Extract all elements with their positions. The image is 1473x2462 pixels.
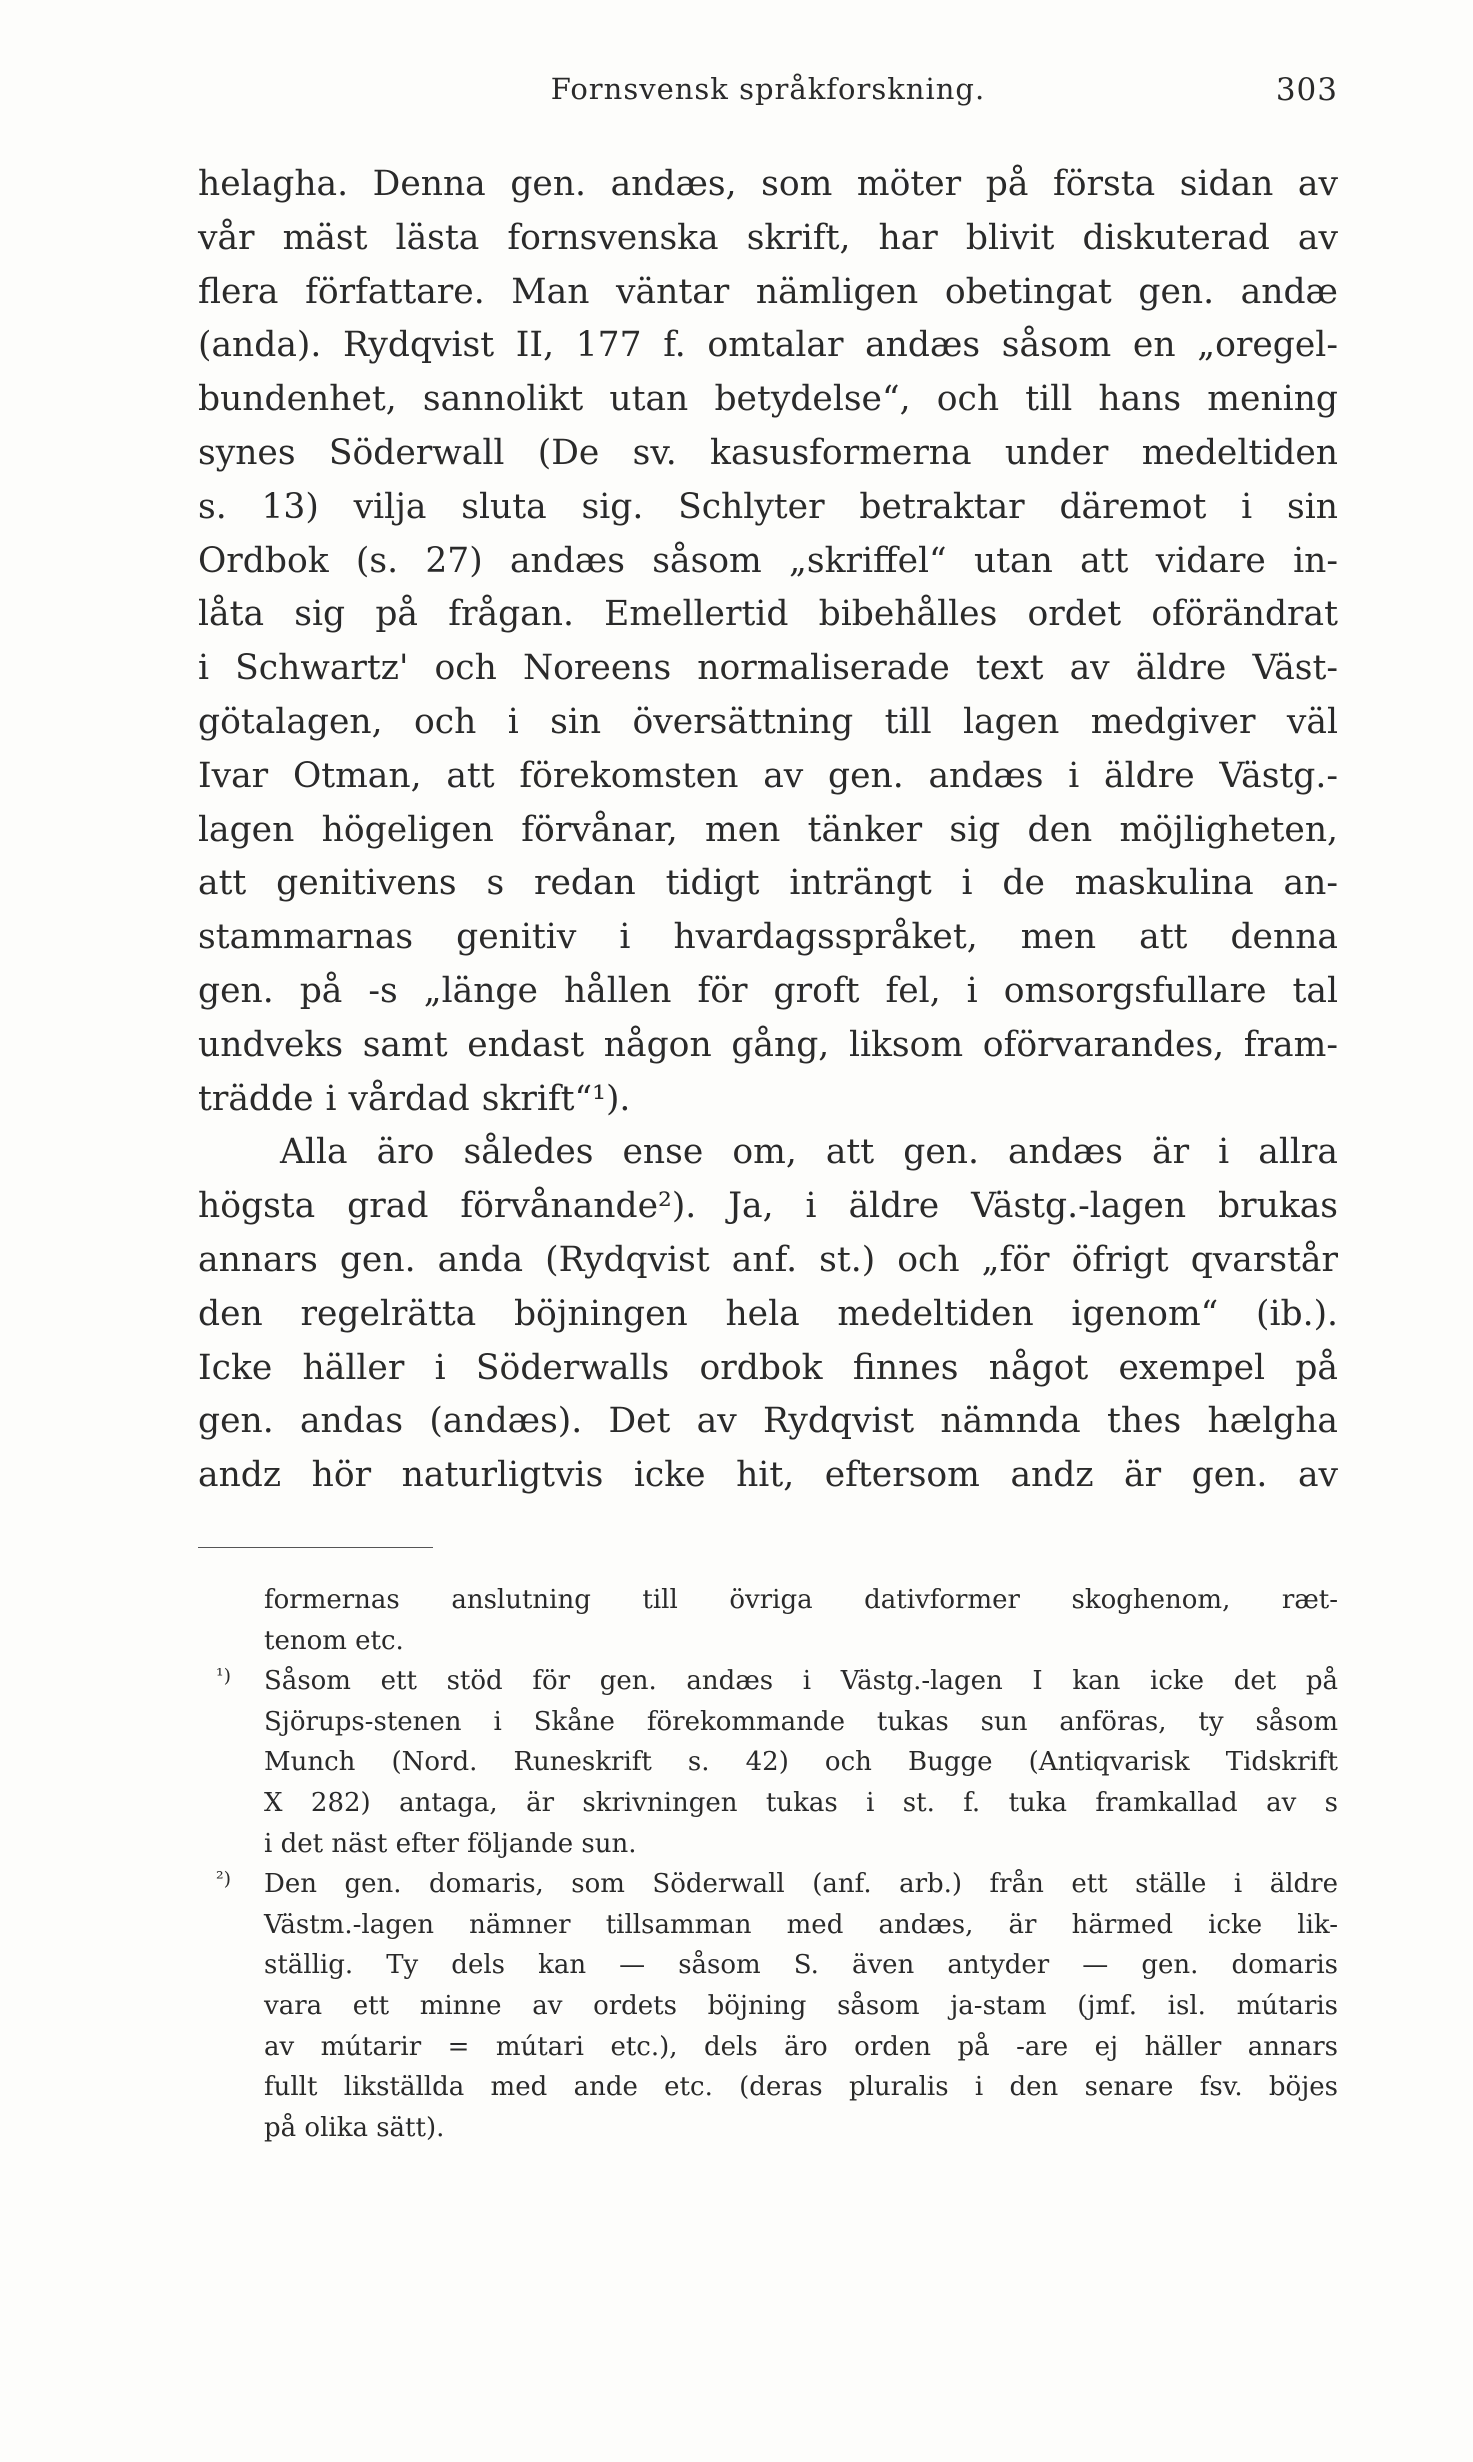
- text-line: trädde i vårdad skrift“¹).: [198, 1078, 631, 1119]
- text-line: synes Söderwall (De sv. kasusformerna under medeltiden: [198, 432, 1338, 473]
- footnote-line: [198, 1661, 1338, 1702]
- text-line: den regelrätta böjningen hela medeltiden igenom“ (ib.).: [198, 1293, 1338, 1334]
- footnote-line: Västm.-lagen nämner tillsamman med andæs, är härmed icke lik-: [264, 1909, 1338, 1940]
- text-line: andz hör naturligtvis icke hit, eftersom andz är gen. av: [198, 1455, 1338, 1496]
- text-line: låta sig på frågan. Emellertid bibehålles ordet oförändrat: [198, 594, 1338, 635]
- footnote-text: Såsom ett stöd för gen. andæs i Västg.-lagen I kan icke det på: [264, 1666, 1338, 1697]
- footnotes: [198, 1580, 1338, 2148]
- text-line: flera författare. Man väntar nämligen obetingat gen. andæ: [198, 271, 1338, 312]
- footnote-line: ställig. Ty dels kan — såsom S. även antyder — gen. domaris: [264, 1950, 1338, 1981]
- footnote-line: formernas anslutning till övriga dativformer skoghenom, ræt-: [264, 1585, 1338, 1615]
- text-line: att genitivens s redan tidigt inträngt i de maskulina an-: [198, 863, 1338, 904]
- footnote-text: Den gen. domaris, som Söderwall (anf. arb.) från ett ställe i äldre: [264, 1869, 1338, 1900]
- main-text: [198, 158, 1338, 1503]
- text-line: vår mäst lästa fornsvenska skrift, har blivit diskuterad av: [198, 217, 1338, 258]
- footnote-line: fullt likställda med ande etc. (deras pluralis i den senare fsv. böjes: [264, 2072, 1338, 2103]
- text-line: helagha. Denna gen. andæs, som möter på första sidan av: [198, 164, 1338, 204]
- footnote-line: [198, 1864, 1338, 1905]
- footnote-line: X 282) antaga, är skrivningen tukas i st. f. tuka framkallad av s: [264, 1787, 1338, 1818]
- text-line: i Schwartz' och Noreens normaliserade text av äldre Väst-: [198, 648, 1338, 689]
- footnote-marker: ²): [216, 1868, 232, 1891]
- footnote-line: på olika sätt).: [264, 2112, 445, 2143]
- text-line: (anda). Rydqvist II, 177 f. omtalar andæs såsom en „oregel-: [198, 325, 1338, 366]
- text-line: götalagen, och i sin översättning till lagen medgiver väl: [198, 701, 1338, 742]
- text-line: Ordbok (s. 27) andæs såsom „skriffel“ utan att vidare in-: [198, 540, 1338, 581]
- text-line: gen. på -s „länge hållen för groft fel, i omsorgsfullare tal: [198, 970, 1338, 1011]
- text-line: Ivar Otman, att förekomsten av gen. andæs i äldre Västg.-: [198, 755, 1338, 796]
- footnote-divider: [198, 1547, 433, 1548]
- text-line: bundenhet, sannolikt utan betydelse“, och till hans mening: [198, 379, 1338, 420]
- footnote-line: vara ett minne av ordets böjning såsom ja-stam (jmf. isl. mútaris: [264, 1990, 1338, 2021]
- text-line: högsta grad förvånande²). Ja, i äldre Västg.-lagen brukas: [198, 1186, 1338, 1227]
- text-line: Icke häller i Söderwalls ordbok finnes något exempel på: [198, 1347, 1338, 1388]
- text-line: s. 13) vilja sluta sig. Schlyter betraktar däremot i sin: [198, 486, 1338, 527]
- text-line: gen. andas (andæs). Det av Rydqvist nämnda thes hælgha: [198, 1401, 1338, 1442]
- text-line: Alla äro således ense om, att gen. andæs är i allra: [280, 1132, 1338, 1173]
- footnote-line: av mútarir = mútari etc.), dels äro orden på -are ej häller annars: [264, 2031, 1338, 2062]
- text-line: lagen högeligen förvånar, men tänker sig den möjligheten,: [198, 809, 1338, 850]
- footnote-line: Sjörups-stenen i Skåne förekommande tukas sun anföras, ty såsom: [264, 1706, 1338, 1737]
- footnote-marker: ¹): [216, 1665, 232, 1688]
- text-line: undveks samt endast någon gång, liksom oförvarandes, fram-: [198, 1024, 1338, 1065]
- footnote-line: i det näst efter följande sun.: [264, 1828, 637, 1859]
- text-line: stammarnas genitiv i hvardagsspråket, men att denna: [198, 917, 1338, 958]
- footnote-line: tenom etc.: [264, 1625, 404, 1656]
- text-line: annars gen. anda (Rydqvist anf. st.) och „för öfrigt qvarstår: [198, 1239, 1338, 1280]
- page-header: [198, 68, 1338, 118]
- page-number: 303: [1275, 72, 1338, 108]
- running-title: Fornsvensk språkforskning.: [550, 72, 986, 106]
- footnote-line: Munch (Nord. Runeskrift s. 42) och Bugge (Antiqvarisk Tidskrift: [264, 1747, 1338, 1778]
